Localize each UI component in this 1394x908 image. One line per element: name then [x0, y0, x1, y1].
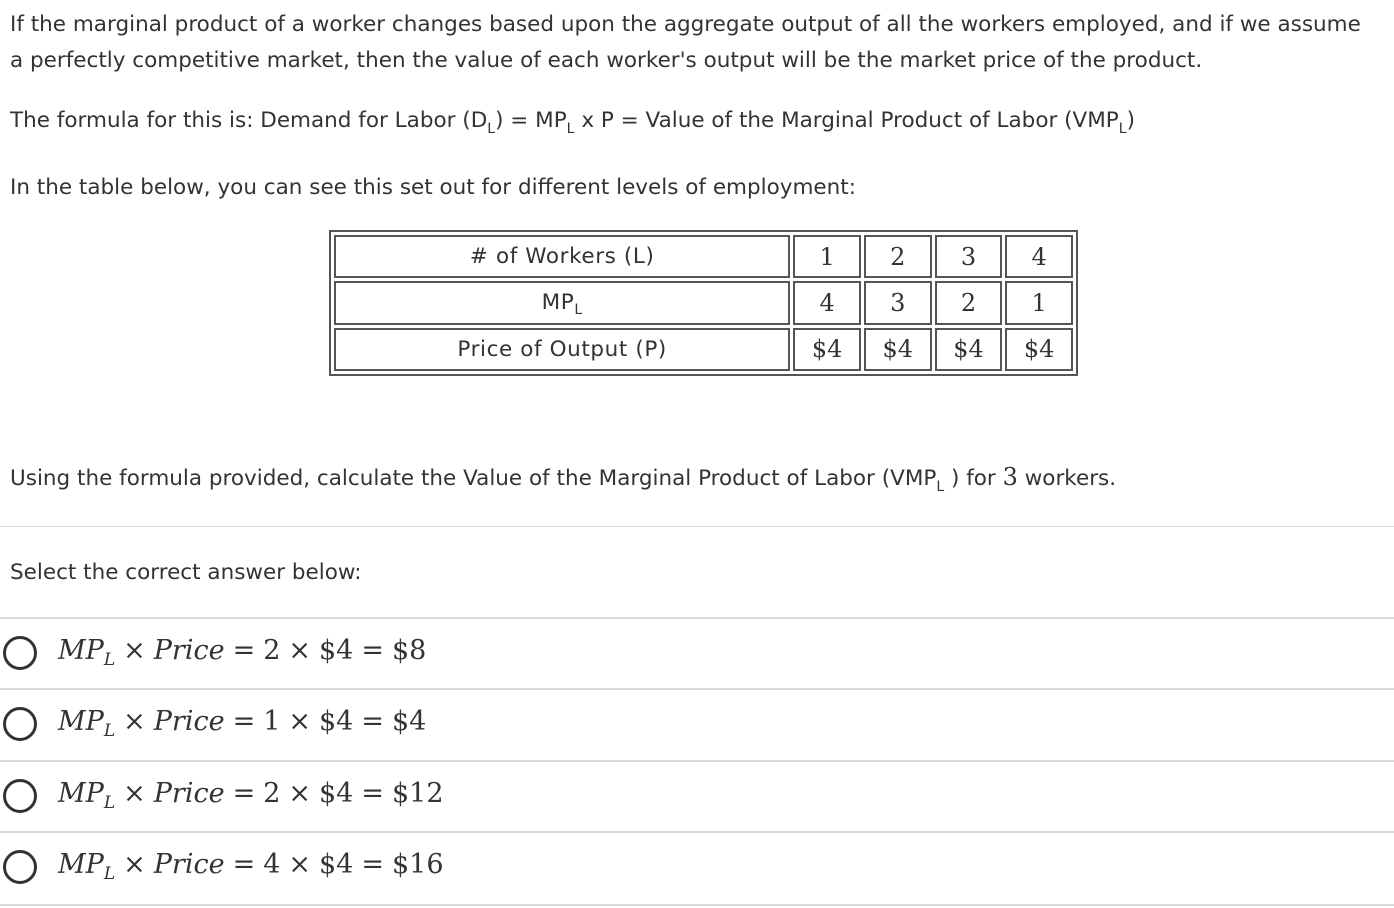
- result-value: $4: [391, 706, 427, 737]
- row-label: [334, 281, 790, 324]
- row-label: [334, 328, 790, 371]
- table-cell: 1: [1005, 281, 1073, 324]
- formula-prefix: The formula for this is: Demand for Labor (D: [10, 108, 488, 133]
- price-symbol: Price: [153, 778, 225, 809]
- labor-data-table: [329, 230, 1078, 376]
- formula-subscript: L: [1118, 121, 1127, 137]
- row-label-text: # of Workers (L): [469, 244, 655, 270]
- question-number: 3: [1002, 463, 1018, 491]
- formula-subscript: L: [566, 121, 575, 137]
- question-suffix: workers.: [1017, 466, 1117, 491]
- question-prefix: Using the formula provided, calculate the Value of the Marginal Product of Labor (VMP: [10, 466, 937, 491]
- result-value: $12: [391, 778, 444, 809]
- formula-mid: ) = MP: [495, 108, 567, 133]
- table-cell: 2: [935, 281, 1003, 324]
- times-sign: ×: [123, 849, 146, 880]
- answer-option-4[interactable]: [0, 831, 1394, 904]
- question-subscript: L: [936, 479, 945, 495]
- equals-sign: =: [361, 706, 384, 737]
- equals-sign: =: [232, 706, 256, 737]
- option-expression: [58, 631, 426, 674]
- divider: [0, 904, 1394, 906]
- table-row: [334, 281, 1073, 324]
- operand-b: $4: [319, 635, 354, 666]
- question-mid: ) for: [944, 466, 1003, 491]
- operand-a: 4: [263, 849, 281, 880]
- formula-paragraph: [10, 103, 1135, 141]
- equals-sign: =: [361, 849, 384, 880]
- table-cell: $4: [1005, 328, 1073, 371]
- option-expression: [58, 845, 444, 888]
- operand-a: 1: [263, 706, 281, 737]
- table-cell: 2: [864, 235, 932, 278]
- answer-option-2[interactable]: [0, 688, 1394, 761]
- equals-sign: =: [361, 635, 384, 666]
- row-label-text: MP: [541, 290, 575, 316]
- table-cell: 4: [793, 281, 861, 324]
- radio-button[interactable]: [3, 707, 37, 741]
- price-symbol: Price: [153, 849, 225, 880]
- times-sign: ×: [288, 778, 311, 809]
- times-sign: ×: [288, 706, 311, 737]
- times-sign: ×: [123, 635, 146, 666]
- table-row: [334, 328, 1073, 371]
- radio-button[interactable]: [3, 779, 37, 813]
- answer-option-3[interactable]: [0, 760, 1394, 833]
- times-sign: ×: [123, 778, 146, 809]
- mp-symbol: MP: [58, 635, 104, 666]
- times-sign: ×: [123, 706, 146, 737]
- operand-b: $4: [319, 706, 354, 737]
- equals-sign: =: [361, 778, 384, 809]
- equals-sign: =: [232, 635, 256, 666]
- mp-subscript: L: [103, 864, 116, 884]
- table-cell: $4: [793, 328, 861, 371]
- radio-button[interactable]: [3, 850, 37, 884]
- table-cell: 4: [1005, 235, 1073, 278]
- divider: [0, 526, 1394, 527]
- mp-subscript: L: [103, 793, 116, 813]
- select-answer-label: Select the correct answer below:: [10, 560, 362, 585]
- times-sign: ×: [288, 849, 311, 880]
- radio-button[interactable]: [3, 636, 37, 670]
- option-expression: [58, 774, 444, 817]
- intro-paragraph: If the marginal product of a worker changes based upon the aggregate output of all the workers employed, and if we assume a perfectly competitive market, then the value of each worker's output will be the market price of the product.: [10, 12, 1361, 73]
- row-label: [334, 235, 790, 278]
- option-expression: [58, 702, 426, 745]
- answer-option-1[interactable]: [0, 617, 1394, 690]
- mp-subscript: L: [103, 650, 116, 670]
- table-cell: 3: [864, 281, 932, 324]
- operand-b: $4: [319, 849, 354, 880]
- operand-a: 2: [263, 635, 281, 666]
- row-label-text: Price of Output (P): [457, 336, 667, 362]
- equals-sign: =: [232, 849, 256, 880]
- result-value: $16: [391, 849, 444, 880]
- formula-mid: x P = Value of the Marginal Product of Labor (VMP: [574, 108, 1119, 133]
- table-row: [334, 235, 1073, 278]
- formula-subscript: L: [487, 121, 496, 137]
- question-prompt: [10, 459, 1116, 499]
- equals-sign: =: [232, 778, 256, 809]
- table-cell: 1: [793, 235, 861, 278]
- price-symbol: Price: [153, 635, 225, 666]
- result-value: $8: [391, 635, 427, 666]
- table-intro: In the table below, you can see this set out for different levels of employment:: [10, 175, 856, 200]
- row-label-subscript: L: [574, 302, 583, 319]
- table-cell: $4: [935, 328, 1003, 371]
- mp-subscript: L: [103, 721, 116, 741]
- formula-suffix: ): [1126, 108, 1135, 133]
- times-sign: ×: [288, 635, 311, 666]
- price-symbol: Price: [153, 706, 225, 737]
- mp-symbol: MP: [58, 778, 104, 809]
- table-cell: 3: [935, 235, 1003, 278]
- mp-symbol: MP: [58, 706, 104, 737]
- operand-b: $4: [319, 778, 354, 809]
- mp-symbol: MP: [58, 849, 104, 880]
- operand-a: 2: [263, 778, 281, 809]
- table-cell: $4: [864, 328, 932, 371]
